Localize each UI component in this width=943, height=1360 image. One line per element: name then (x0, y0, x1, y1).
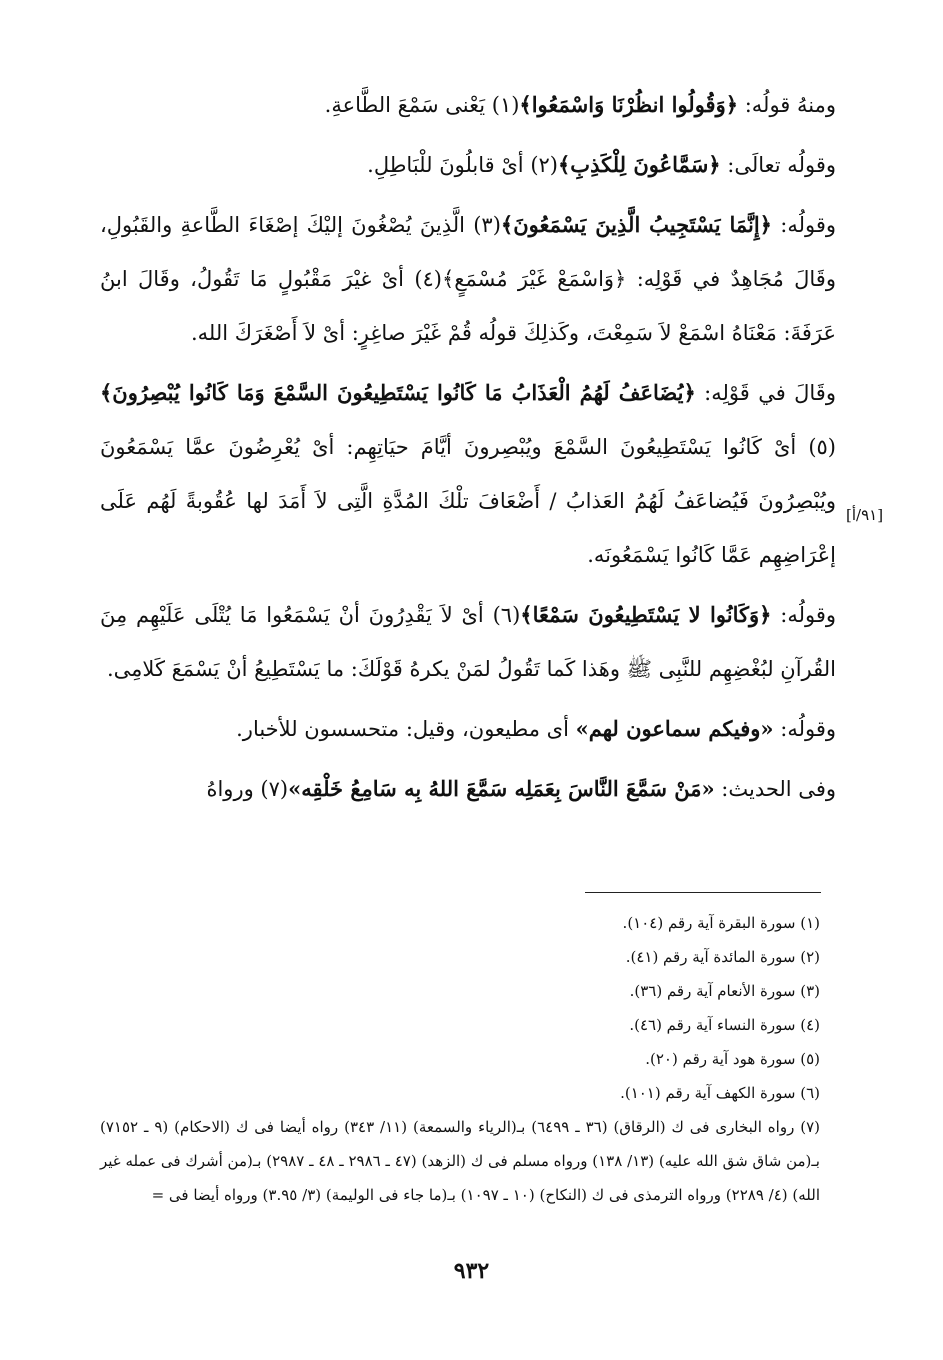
footnotes (100, 906, 820, 1212)
paragraph-1: ومنهُ قولُه: ﴿وَقُولُوا انظُرْنَا وَاسْمَعُوا﴾(١) يَعْنى سَمْعَ الطَّاعةِ. (324, 92, 836, 117)
margin-folio-marker: [٩١/أ] (846, 506, 884, 524)
quran-quote: ﴿سَمَّاعُونَ لِلْكَذِبِ﴾ (558, 152, 721, 177)
quran-quote: ﴿إِنَّمَا يَسْتَجِيبُ الَّذِينَ يَسْمَعُونَ﴾ (500, 212, 772, 237)
footnote: (١) سورة البقرة آية رقم (١٠٤). (622, 914, 820, 932)
paragraph-5: وقولُه: ﴿وَكَانُوا لا يَسْتَطِيعُونَ سَمْعًا﴾(٦) أىْ لاَ يَقْدِرُونَ أنْ يَسْمَعُوا مَا يُتْلَى عَلَيْهِم مِنَ القُرآنِ لبُغْضِهِم للنَّبِى ﷺ وهَذا كَما تَقُولُ لمَنْ يكرهُ قَوْلَكَ: ما يَسْتَطِيعُ أنْ يَسْمَعَ كَلامِى. (100, 602, 836, 681)
quran-quote: ﴿وَقُولُوا انظُرْنَا وَاسْمَعُوا﴾ (519, 92, 739, 117)
page-number: ٩٣٢ (453, 1258, 490, 1284)
paragraph-3: وقولُه: ﴿إِنَّمَا يَسْتَجِيبُ الَّذِينَ يَسْمَعُونَ﴾(٣) الَّذِينَ يُصْغُونَ إليْكَ إصْغَاءَ الطَّاعةِ والقَبُولِ، وقَالَ مُجَاهِدٌ في قَوْلِه: ﴿وَاسْمَعْ غَيْرَ مُسْمَعٍ﴾(٤) أىْ غيْرَ مَقْبُولٍ مَا تَقُولُ، وقَالَ ابنُ عَرَفَةَ: مَعْنَاهُ اسْمَعْ لاَ سَمِعْتَ، وكَذلِكَ قولُه قُمْ غَيْرَ صاغِرٍ: أىْ لاَ أَصْغَرَكَ الله. (100, 212, 837, 345)
paragraph-6: وقولُه: «وفيكم سماعون لهم» أى مطيعون، وقيل: متحسسون للأخبار. (236, 716, 836, 741)
quran-quote: ﴿يُضَاعَفُ لَهُمُ الْعَذَابُ مَا كَانُوا يَسْتَطِيعُونَ السَّمْعَ وَمَا كَانُوا يُبْصِرُونَ﴾ (100, 380, 696, 405)
footnote: (٤) سورة النساء آية رقم (٤٦). (629, 1016, 820, 1034)
paragraph-7: وفى الحديث: «مَنْ سَمَّعَ النَّاسَ بِعَمَلِه سَمَّعَ اللهُ بِه سَامِعُ خَلْقِه»(٧) ورواهُ (206, 776, 836, 801)
footnote: (٧) رواه البخارى فى ك (الرقاق) (٣٦ ـ ٦٤٩٩) بـ(الرياء والسمعة) (١١/ ٣٤٣) رواه أيضا فى ك (الاحكام) (٩ ـ ٧١٥٢) بـ(من شاق شق الله عليه) (١٣/ ١٣٨) ورواه مسلم فى ك (الزهد) (٤٧ ـ ٢٩٨٦ ـ ٤٨ ـ ٢٩٨٧) بـ(من أشرك فى عمله غير الله) (٤/ ٢٢٨٩) ورواه الترمذى فى ك (النكاح) (١٠ ـ ١٠٩٧) بـ(ما جاء فى الوليمة) (٣/ ٣.٩٥) ورواه أيضا فى = (100, 1118, 821, 1204)
footnote: (٢) سورة المائدة آية رقم (٤١). (625, 948, 820, 966)
main-text (100, 78, 836, 816)
hadith-quote: «مَنْ سَمَّعَ النَّاسَ بِعَمَلِه سَمَّعَ اللهُ بِه سَامِعُ خَلْقِه» (288, 776, 715, 801)
quran-quote: ﴿وَكَانُوا لا يَسْتَطِيعُونَ سَمْعًا﴾ (520, 602, 772, 627)
footnote: (٦) سورة الكهف آية رقم (١٠١). (620, 1084, 820, 1102)
paragraph-2: وقولُه تعالَى: ﴿سَمَّاعُونَ لِلْكَذِبِ﴾(٢) أىْ قابلُونَ للْبَاطِلِ. (367, 152, 836, 177)
footnote-separator (585, 892, 821, 893)
hadith-quote: «وفيكم سماعون لهم» (575, 716, 774, 741)
paragraph-4: وقَالَ في قَوْلِه: ﴿يُضَاعَفُ لَهُمُ الْعَذَابُ مَا كَانُوا يَسْتَطِيعُونَ السَّمْعَ وَمَا كَانُوا يُبْصِرُونَ﴾(٥) أىْ كَانُوا يَسْتَطِيعُونَ السَّمْعَ ويُبْصِرونَ أيَّامَ حيَاتِهِم: أىْ يُعْرِضُونَ عمَّا يَسْمَعُونَ ويُبْصِرُونَ فَيُضاعَفُ لَهُمُ العَذابُ / أَضْعَافَ تلْكَ المُدَّةِ الَّتِى لاَ أَمَدَ لها عُقُوبةً لَهُم عَلَى إعْرَاضِهِم عَمَّا كَانُوا يَسْمَعُونَه. (100, 380, 836, 567)
footnote: (٣) سورة الأنعام آية رقم (٣٦). (629, 982, 820, 1000)
footnote: (٥) سورة هود آية رقم (٢٠). (645, 1050, 820, 1068)
